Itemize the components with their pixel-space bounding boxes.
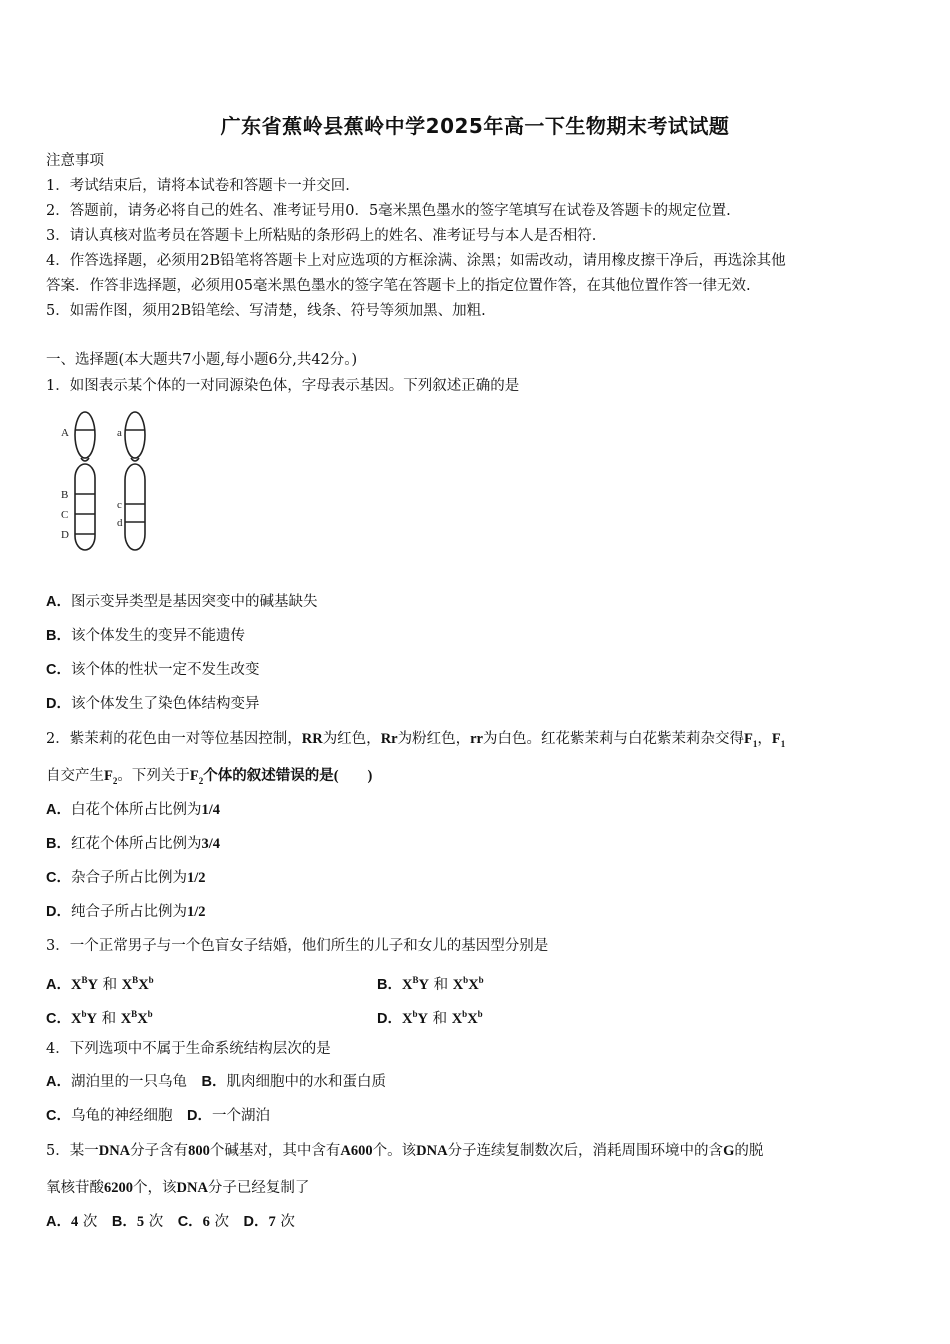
- q2-stem-line2: 自交产生$F_2$。下列关于$F_2$个体的叙述错误的是( ): [46, 768, 373, 786]
- q4-stem: 4．下列选项中不属于生命系统结构层次的是: [46, 1041, 331, 1057]
- page-title: 广东省蕉岭县蕉岭中学2025年高一下生物期末考试试题: [220, 114, 730, 138]
- gene-label: A: [61, 427, 69, 439]
- q3-option-c: C．$X^bY$ 和 $X^BX^b$: [46, 1009, 153, 1027]
- notice-item: 5．如需作图，须用2B铅笔绘、写清楚，线条、符号等须加黑、加粗.: [46, 303, 486, 319]
- notice-heading: 注意事项: [46, 153, 104, 169]
- gene-label: D: [61, 529, 69, 541]
- gene-label: d: [117, 517, 123, 529]
- notice-item: 2．答题前，请务必将自己的姓名、准考证号用0．5毫米黑色墨水的签字笔填写在试卷及答题卡的规定位置.: [46, 203, 731, 219]
- q4-options-row2: C．乌龟的神经细胞 D．一个湖泊: [46, 1108, 270, 1124]
- gene-label: c: [117, 499, 122, 511]
- notice-item: 3．请认真核对监考员在答题卡上所粘贴的条形码上的姓名、准考证号与本人是否相符.: [46, 228, 597, 244]
- gene-label: B: [61, 489, 69, 501]
- q4-options-row1: A．湖泊里的一只乌龟 B．肌肉细胞中的水和蛋白质: [46, 1074, 386, 1090]
- q2-option-c: C．杂合子所占比例为1/2: [46, 870, 206, 886]
- notice-item: 答案．作答非选择题，必须用05毫米黑色墨水的签字笔在答题卡上的指定位置作答，在其他位置作答一律无效.: [46, 278, 751, 294]
- q3-stem: 3．一个正常男子与一个色盲女子结婚，他们所生的儿子和女儿的基因型分别是: [46, 938, 549, 954]
- q3-option-d: D．$X^bY$ 和 $X^bX^b$: [377, 1009, 483, 1027]
- q2-stem-line1: 2．紫茉莉的花色由一对等位基因控制，RR为红色，Rr为粉红色，rr为白色。红花紫茉莉与白花紫茉莉杂交得$F_1$，$F_1$: [46, 731, 786, 749]
- notice-item: 4．作答选择题，必须用2B铅笔将答题卡上对应选项的方框涂满、涂黑；如需改动，请用橡皮擦干净后，再选涂其他: [46, 253, 786, 269]
- q2-option-b: B．红花个体所占比例为3/4: [46, 836, 221, 852]
- q2-option-d: D．纯合子所占比例为1/2: [46, 904, 206, 920]
- section-heading: 一、选择题(本大题共7小题,每小题6分,共42分。): [46, 352, 358, 368]
- q1-option-a: A．图示变异类型是基因突变中的碱基缺失: [46, 594, 318, 610]
- q5-stem-line2: 氧核苷酸6200个，该DNA分子已经复制了: [46, 1180, 310, 1196]
- q2-option-a: A．白花个体所占比例为1/4: [46, 802, 221, 818]
- q3-option-b: B．$X^BY$ 和 $X^bX^b$: [377, 975, 484, 993]
- q1-stem: 1．如图表示某个体的一对同源染色体，字母表示基因。下列叙述正确的是: [46, 378, 520, 394]
- q3-option-a: A．$X^BY$ 和 $X^BX^b$: [46, 975, 154, 993]
- gene-label: a: [117, 427, 122, 439]
- q5-options: A．4 次 B．5 次 C．6 次 D．7 次: [46, 1214, 295, 1230]
- q1-option-c: C．该个体的性状一定不发生改变: [46, 662, 260, 678]
- notice-item: 1．考试结束后，请将本试卷和答题卡一并交回.: [46, 178, 350, 194]
- chromosome-figure: [55, 408, 165, 568]
- gene-label: C: [61, 509, 69, 521]
- q1-option-d: D．该个体发生了染色体结构变异: [46, 696, 260, 712]
- q5-stem-line1: 5．某一DNA分子含有800个碱基对，其中含有A600个。该DNA分子连续复制数次后，消耗周围环境中的含G的脱: [46, 1143, 764, 1159]
- q1-option-b: B．该个体发生的变异不能遗传: [46, 628, 245, 644]
